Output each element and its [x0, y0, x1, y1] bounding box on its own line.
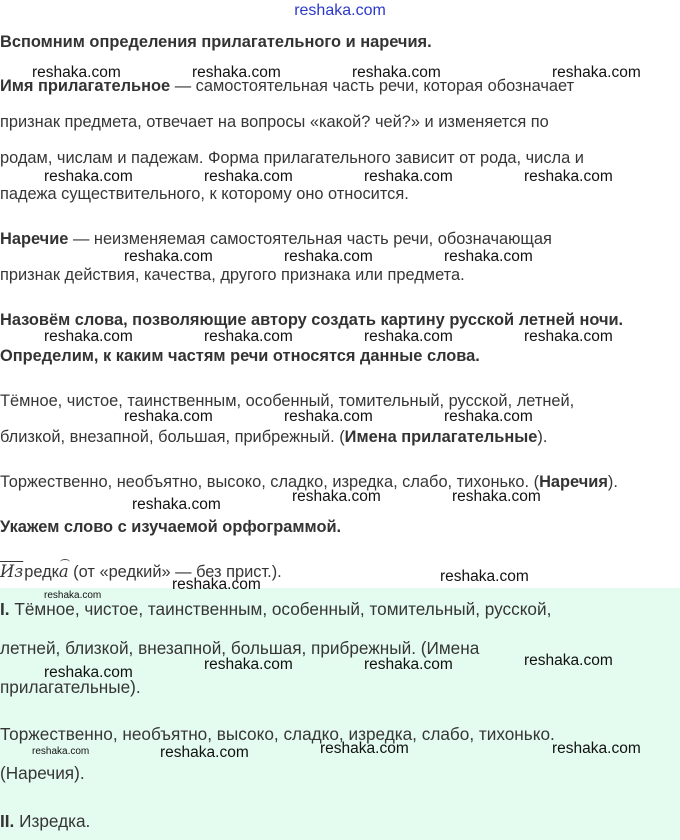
adverb-definition-text: — неизменяемая самостоятельная часть речи, обозначающая	[68, 230, 552, 248]
watermark: reshaka.com	[44, 328, 133, 345]
adverb-definition-line2: признак действия, качества, другого признака или предмета.	[0, 266, 465, 284]
answer-p2-line1: Торжественно, необъятно, высоко, сладко, изредка, слабо, тихонько.	[0, 724, 555, 744]
task-line2: Определим, к каким частям речи относятся данные слова.	[0, 347, 480, 365]
answer-p3-text: Изредка.	[14, 811, 91, 831]
intro-heading: Вспомним определения прилагательного и наречия.	[0, 33, 432, 51]
answer-p1-text: Тёмное, чистое, таинственным, особенный, томительный, русской,	[9, 599, 552, 619]
orthogram-heading: Укажем слово с изучаемой орфограммой.	[0, 518, 342, 536]
watermark: reshaka.com	[444, 248, 533, 265]
adjective-list-text: близкой, внезапной, большая, прибрежный. (	[0, 428, 345, 446]
adverb-label: Наречия	[539, 473, 608, 491]
watermark: reshaka.com	[524, 652, 613, 669]
watermark: reshaka.com	[364, 168, 453, 185]
watermark: reshaka.com	[204, 656, 293, 673]
orthogram-note: (от «редкий» — без прист.).	[68, 563, 282, 581]
answer-box	[0, 588, 680, 840]
watermark: reshaka.com	[124, 248, 213, 265]
adjective-label: Имена прилагательные	[344, 428, 538, 446]
answer-p1-line3: прилагательные).	[0, 677, 141, 697]
prefix-mark: Из	[0, 562, 24, 581]
answer-p3	[0, 811, 90, 831]
answer-p1-line1	[0, 599, 551, 619]
adjective-definition-line4: падежа существительного, к которому оно относится.	[0, 185, 409, 203]
answer-p3-number: II.	[0, 811, 15, 831]
adjective-definition-text: — самостоятельная часть речи, которая обозначает	[170, 77, 575, 95]
adjective-list-close: ).	[537, 428, 548, 446]
watermark: reshaka.com	[204, 168, 293, 185]
adjective-term: Имя прилагательное	[0, 77, 171, 95]
watermark: reshaka.com	[552, 740, 641, 757]
adverb-definition-line1	[0, 229, 552, 249]
watermark: reshaka.com	[452, 488, 541, 505]
watermark: reshaka.com	[44, 168, 133, 185]
watermark: reshaka.com	[160, 744, 249, 761]
watermark: reshaka.com	[32, 746, 90, 757]
watermark: reshaka.com	[364, 328, 453, 345]
watermark: reshaka.com	[364, 656, 453, 673]
adjective-definition-line2: признак предмета, отвечает на вопросы «какой? чей?» и изменяется по	[0, 113, 549, 131]
ending-mark: а	[58, 562, 69, 581]
adjective-definition-line3: родам, числам и падежам. Форма прилагательного зависит от рода, числа и	[0, 149, 584, 167]
watermark: reshaka.com	[292, 488, 381, 505]
watermark: reshaka.com	[44, 664, 133, 681]
watermark: reshaka.com	[132, 496, 221, 513]
watermark: reshaka.com	[524, 168, 613, 185]
adverb-term: Наречие	[0, 230, 69, 248]
watermark: reshaka.com	[124, 408, 213, 425]
watermark: reshaka.com	[32, 64, 121, 81]
watermark: reshaka.com	[284, 248, 373, 265]
answer-p1-number: I.	[0, 599, 10, 619]
adverb-list-close: ).	[607, 473, 618, 491]
watermark: reshaka.com	[352, 64, 441, 81]
watermark: reshaka.com	[172, 576, 261, 593]
watermark: reshaka.com	[524, 328, 613, 345]
task-line1: Назовём слова, позволяющие автору создать картину русской летней ночи.	[0, 311, 624, 329]
watermark: reshaka.com	[204, 328, 293, 345]
watermark: reshaka.com	[284, 408, 373, 425]
word-root: редк	[24, 563, 59, 581]
watermark: reshaka.com	[44, 590, 102, 601]
answer-p1-line2: летней, близкой, внезапной, большая, прибрежный. (Имена	[0, 638, 480, 658]
watermark: reshaka.com	[440, 568, 529, 585]
watermark: reshaka.com	[320, 740, 409, 757]
answer-p2-line2: (Наречия).	[0, 763, 85, 783]
adjective-list-line2	[0, 427, 547, 447]
watermark: reshaka.com	[444, 408, 533, 425]
adverb-list-text: Торжественно, необъятно, высоко, сладко, изредка, слабо, тихонько. (	[0, 473, 540, 491]
site-title[interactable]: reshaka.com	[294, 2, 386, 19]
watermark: reshaka.com	[192, 64, 281, 81]
watermark: reshaka.com	[552, 64, 641, 81]
adjective-list-line1: Тёмное, чистое, таинственным, особенный, томительный, русской, летней,	[0, 392, 575, 410]
